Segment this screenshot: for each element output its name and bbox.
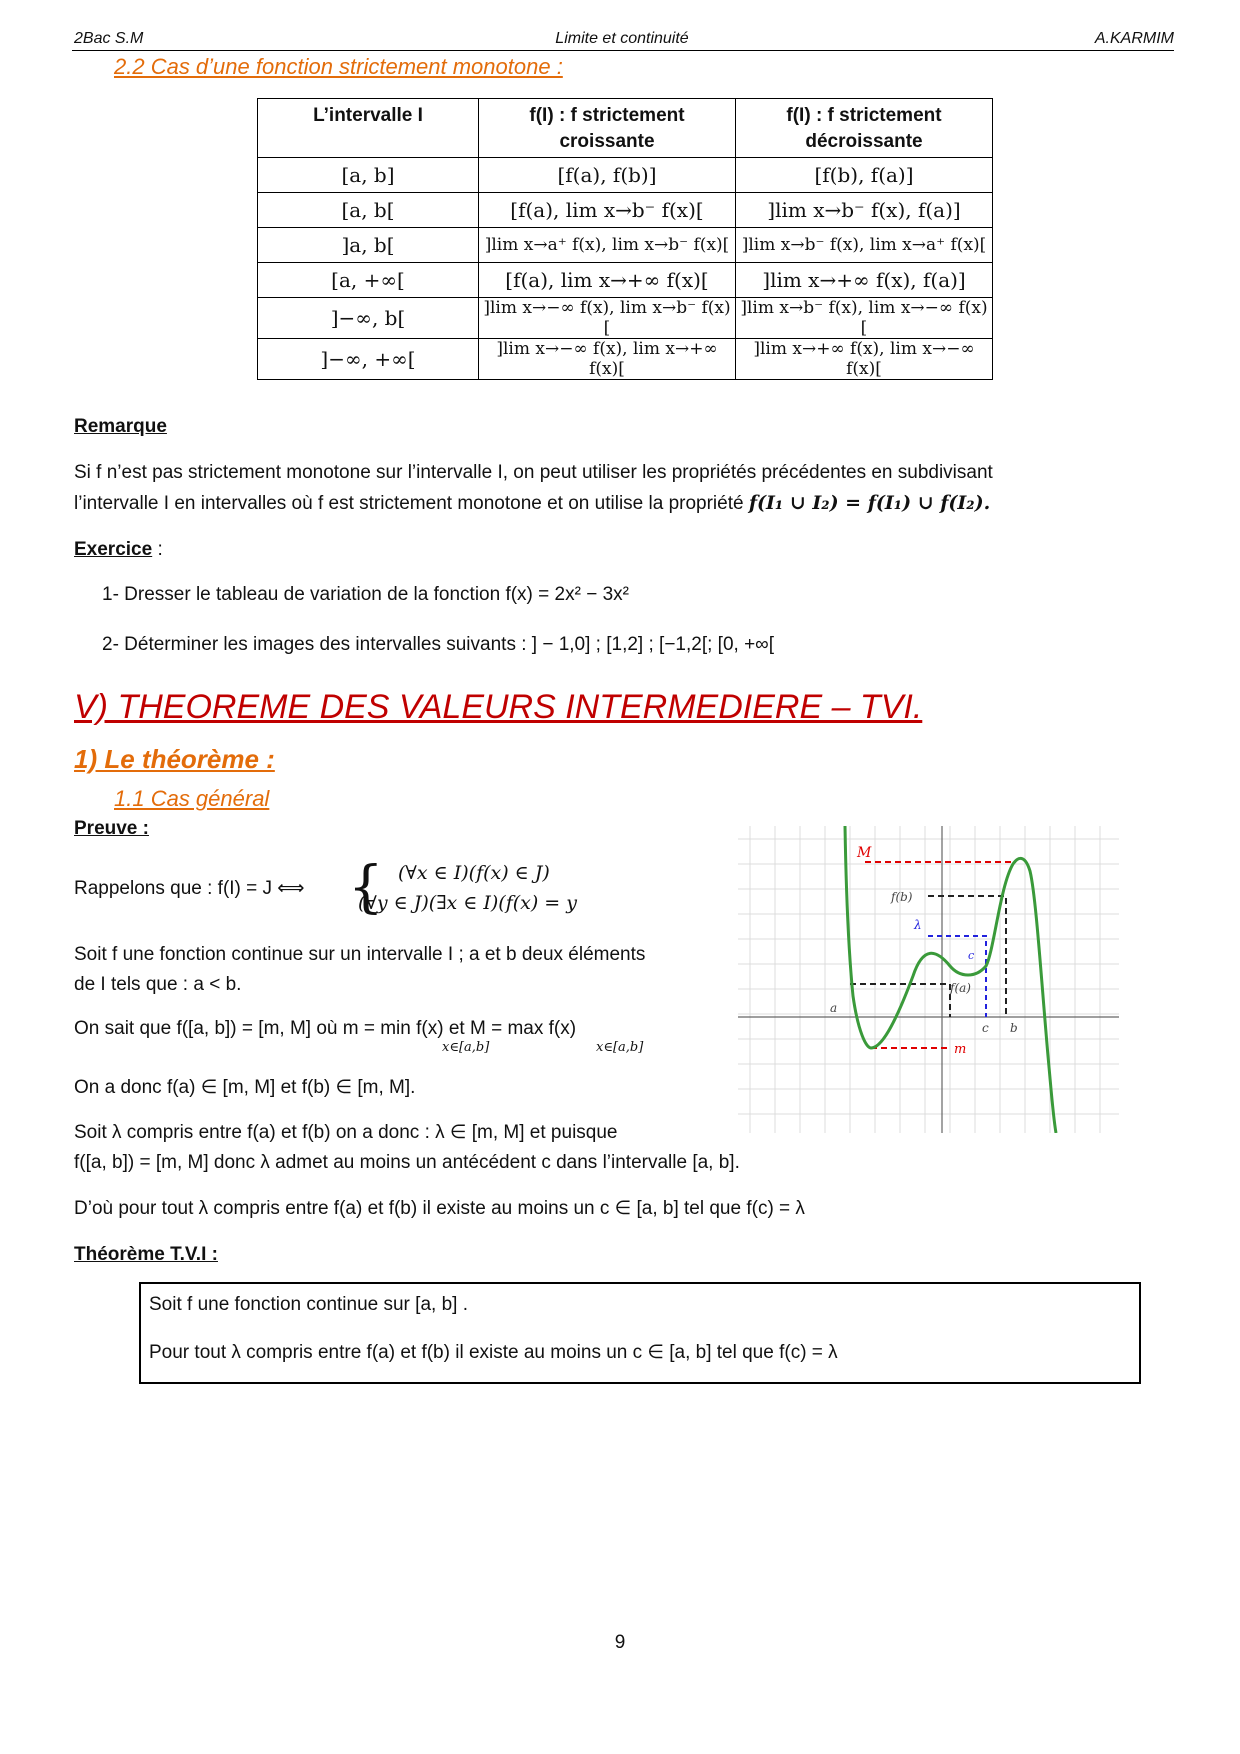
table-header-row [258,99,993,158]
table-row [258,193,993,228]
rappel-text: Rappelons que : f(I) = J ⟺ [74,878,305,899]
table-row [258,158,993,193]
table-cell: ]lim x→b⁻ f(x), lim x→a⁺ f(x)[ [736,228,993,263]
label-c-top: c [968,949,975,962]
rappel-cond2: (∀y ∈ J)(∃x ∈ I)(f(x) = y [358,892,578,914]
page-header [72,30,1174,51]
page-number: 9 [614,1632,626,1653]
table-cell: ]a, b[ [258,228,479,263]
table-cell: [a, +∞[ [258,263,479,298]
general-case-subtitle: 1.1 Cas général [114,786,270,811]
table-head-interval: L’intervalle I [258,99,479,158]
table-row [258,263,993,298]
table-row [258,228,993,263]
header-title: Limite et continuité [555,30,689,47]
table-cell: [f(b), f(a)] [736,158,993,193]
preuve-title: Preuve : [74,818,149,839]
table-head-increasing: f(I) : f strictement croissante [479,99,736,158]
exercice-heading: Exercice : [74,539,163,560]
table-cell: ]lim x→−∞ f(x), lim x→b⁻ f(x)[ [479,298,736,339]
table-cell: [f(a), lim x→+∞ f(x)[ [479,263,736,298]
table-cell: ]lim x→+∞ f(x), f(a)] [736,263,993,298]
preuve-p3: On a donc f(a) ∈ [m, M] et f(b) ∈ [m, M]. [74,1077,416,1098]
preuve-p1b: de I tels que : a < b. [74,974,242,995]
theorem-line1: Soit f une fonction continue sur [a, b] . [149,1294,468,1315]
rappel-cond1: (∀x ∈ I)(f(x) ∈ J) [398,862,550,884]
table-cell: ]lim x→b⁻ f(x), lim x→−∞ f(x)[ [736,298,993,339]
exercice-q2: 2- Déterminer les images des intervalles suivants : ] − 1,0] ; [1,2] ; [−1,2[; [0, +∞[ [102,634,774,655]
label-m: m [954,1042,967,1057]
theoreme-title: Théorème T.V.I : [74,1244,218,1265]
table-row [258,298,993,339]
exercice-title: Exercice [74,539,153,560]
table-cell: [f(a), f(b)] [479,158,736,193]
table-cell: ]lim x→+∞ f(x), lim x→−∞ f(x)[ [736,339,993,380]
preuve-p1a: Soit f une fonction continue sur un intervalle I ; a et b deux éléments [74,944,646,965]
table-cell: ]lim x→a⁺ f(x), lim x→b⁻ f(x)[ [479,228,736,263]
table-cell: [a, b[ [258,193,479,228]
table-cell: [f(a), lim x→b⁻ f(x)[ [479,193,736,228]
label-M: M [857,845,872,861]
brace-icon: { [348,855,384,920]
preuve-p5: D’où pour tout λ compris entre f(a) et f(b) il existe au moins un c ∈ [a, b] tel que f(c) = λ [74,1198,805,1219]
blue-dashed-lines [928,936,986,1017]
table-cell: ]lim x→−∞ f(x), lim x→+∞ f(x)[ [479,339,736,380]
table-cell: ]−∞, +∞[ [258,339,479,380]
theorem-line2: Pour tout λ compris entre f(a) et f(b) il existe au moins un c ∈ [a, b] tel que f(c) = λ [149,1342,838,1363]
section-v-title: V) THEOREME DES VALEURS INTERMEDIERE – TVI. [74,688,923,726]
remarque-line2-text: l’intervalle I en intervalles où f est strictement monotone et on utilise la propriété [74,493,749,514]
min-subscript: x∈[a,b] [442,1040,490,1055]
table-head-decreasing: f(I) : f strictement décroissante [736,99,993,158]
label-lambda: λ [914,918,922,932]
max-subscript: x∈[a,b] [596,1040,644,1055]
monotone-table [257,98,993,380]
label-b: b [1010,1021,1018,1035]
theorem-subtitle: 1) Le théorème : [74,744,275,774]
remarque-line1: Si f n’est pas strictement monotone sur l’intervalle I, on peut utiliser les propriétés précédentes en subdivisant [74,462,993,483]
preuve-p2: On sait que f([a, b]) = [m, M] où m = min f(x) et M = max f(x) [74,1018,577,1039]
label-c: c [982,1021,989,1035]
remarque-title: Remarque [74,416,167,437]
table-cell: ]−∞, b[ [258,298,479,339]
header-author: A.KARMIM [1094,30,1174,47]
preuve-p4a: Soit λ compris entre f(a) et f(b) on a donc : λ ∈ [m, M] et puisque [74,1122,618,1143]
tvi-graph [738,826,1119,1133]
label-a: a [830,1001,838,1015]
section-2-2-title: 2.2 Cas d’une fonction strictement monotone : [114,54,563,79]
graph-grid [738,826,1119,1133]
header-class: 2Bac S.M [74,30,144,47]
theorem-box [139,1282,1141,1384]
label-fa: f(a) [950,981,971,995]
table-row [258,339,993,380]
preuve-p4b: f([a, b]) = [m, M] donc λ admet au moins un antécédent c dans l’intervalle [a, b]. [74,1152,740,1173]
exercice-q1: 1- Dresser le tableau de variation de la fonction f(x) = 2x² − 3x² [102,584,629,605]
label-fb: f(b) [891,890,913,904]
remarque-line2 [74,488,990,519]
union-property: f(I₁ ∪ I₂) = f(I₁) ∪ f(I₂). [748,492,991,514]
table-cell: [a, b] [258,158,479,193]
table-cell: ]lim x→b⁻ f(x), f(a)] [736,193,993,228]
